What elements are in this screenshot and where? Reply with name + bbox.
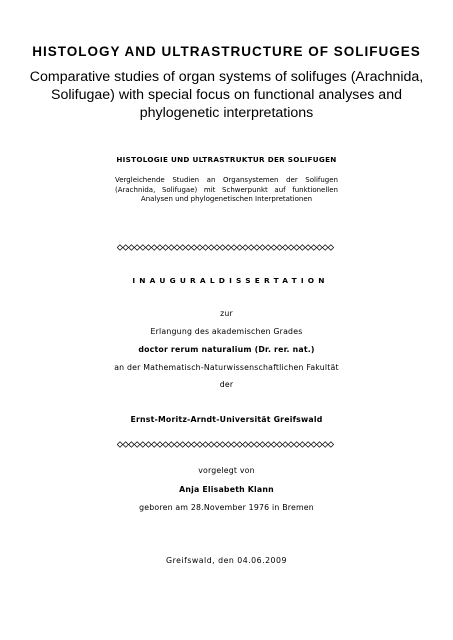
diamond-icon	[323, 245, 328, 250]
diamond-icon	[203, 245, 208, 250]
diamond-icon	[248, 442, 253, 447]
diamond-icon	[226, 245, 231, 250]
diamond-icon	[140, 442, 145, 447]
diamond-divider	[117, 244, 336, 251]
diamond-icon	[237, 442, 242, 447]
diamond-icon	[174, 245, 179, 250]
diamond-icon	[169, 245, 174, 250]
degree-line: Erlangung des akademischen Grades	[150, 327, 303, 336]
diamond-icon	[243, 442, 248, 447]
diamond-icon	[117, 442, 122, 447]
diamond-icon	[146, 442, 151, 447]
diamond-icon	[197, 245, 202, 250]
diamond-icon	[117, 245, 122, 250]
place-date: Greifswald, den 04.06.2009	[166, 556, 287, 565]
diamond-icon	[237, 245, 242, 250]
dissertation-label: INAUGURALDISSERTATION	[132, 276, 329, 285]
zur-text: zur	[220, 309, 233, 318]
birth-info: geboren am 28.November 1976 in Bremen	[139, 503, 314, 512]
presented-by: vorgelegt von	[198, 466, 255, 475]
diamond-icon	[283, 245, 288, 250]
diamond-icon	[300, 442, 305, 447]
diamond-icon	[294, 245, 299, 250]
diamond-icon	[152, 245, 157, 250]
diamond-icon	[305, 442, 310, 447]
diamond-icon	[140, 245, 145, 250]
diamond-icon	[197, 442, 202, 447]
diamond-icon	[203, 442, 208, 447]
diamond-icon	[214, 245, 219, 250]
diamond-icon	[305, 245, 310, 250]
diamond-icon	[220, 442, 225, 447]
diamond-icon	[123, 442, 128, 447]
degree-name: doctor rerum naturalium (Dr. rer. nat.)	[138, 345, 315, 354]
diamond-icon	[186, 245, 191, 250]
diamond-icon	[134, 442, 139, 447]
faculty-text: an der Mathematisch-Naturwissenschaftlichen Fakultät	[114, 363, 339, 372]
diamond-icon	[277, 245, 282, 250]
diamond-icon	[129, 442, 134, 447]
diamond-icon	[311, 442, 316, 447]
diamond-icon	[271, 442, 276, 447]
diamond-icon	[134, 245, 139, 250]
diamond-icon	[260, 442, 265, 447]
diamond-icon	[231, 245, 236, 250]
diamond-icon	[157, 245, 162, 250]
diamond-icon	[283, 442, 288, 447]
diamond-icon	[174, 442, 179, 447]
diamond-icon	[214, 442, 219, 447]
diamond-icon	[300, 245, 305, 250]
university-name: Ernst-Moritz-Arndt-Universität Greifswald	[130, 415, 323, 424]
diamond-icon	[163, 245, 168, 250]
diamond-icon	[271, 245, 276, 250]
diamond-icon	[243, 245, 248, 250]
diamond-icon	[209, 245, 214, 250]
diamond-icon	[180, 442, 185, 447]
diamond-icon	[180, 245, 185, 250]
diamond-icon	[226, 442, 231, 447]
diamond-icon	[163, 442, 168, 447]
diamond-icon	[152, 442, 157, 447]
author-name: Anja Elisabeth Klann	[179, 485, 274, 494]
diamond-icon	[266, 245, 271, 250]
thesis-subtitle: Comparative studies of organ systems of solifuges (Arachnida, Solifugae) with special focus on functional analyses and phylogenetic interpretations	[29, 69, 424, 121]
diamond-icon	[248, 245, 253, 250]
diamond-icon	[123, 245, 128, 250]
diamond-icon	[254, 245, 259, 250]
diamond-divider	[117, 441, 336, 448]
german-title: HISTOLOGIE UND ULTRASTRUKTUR DER SOLIFUGEN	[116, 155, 337, 164]
diamond-icon	[231, 442, 236, 447]
diamond-icon	[209, 442, 214, 447]
diamond-icon	[254, 442, 259, 447]
diamond-icon	[323, 442, 328, 447]
thesis-title: HISTOLOGY AND ULTRASTRUCTURE OF SOLIFUGES	[32, 44, 421, 59]
diamond-icon	[328, 442, 333, 447]
diamond-icon	[288, 442, 293, 447]
der-text: der	[219, 380, 234, 389]
diamond-icon	[317, 442, 322, 447]
diamond-icon	[277, 442, 282, 447]
german-subtitle: Vergleichende Studien an Organsystemen der Solifugen (Arachnida, Solifugae) mit Schwerpunkt auf funktionellen Analysen und phylogenetischen Interpretationen	[115, 176, 338, 203]
diamond-icon	[317, 245, 322, 250]
diamond-icon	[328, 245, 333, 250]
diamond-icon	[191, 245, 196, 250]
diamond-icon	[294, 442, 299, 447]
diamond-icon	[146, 245, 151, 250]
diamond-icon	[220, 245, 225, 250]
diamond-icon	[288, 245, 293, 250]
diamond-icon	[157, 442, 162, 447]
diamond-icon	[191, 442, 196, 447]
diamond-icon	[186, 442, 191, 447]
diamond-icon	[311, 245, 316, 250]
diamond-icon	[266, 442, 271, 447]
diamond-icon	[260, 245, 265, 250]
diamond-icon	[129, 245, 134, 250]
diamond-icon	[169, 442, 174, 447]
